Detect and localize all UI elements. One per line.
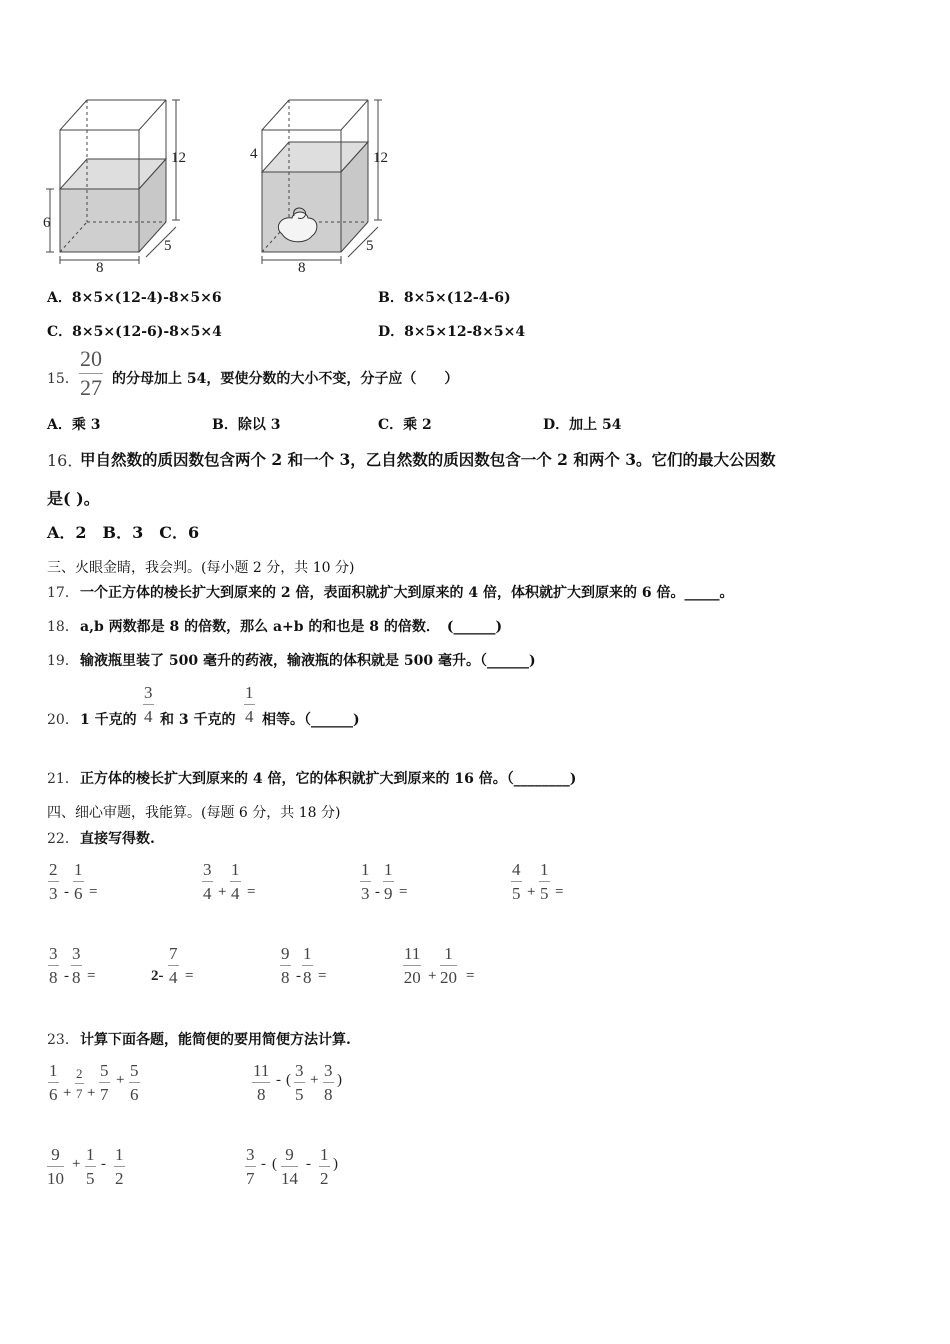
- q22-number: 22．: [47, 831, 79, 847]
- q20-number: 20．: [47, 712, 79, 728]
- right-depth-label: 5: [366, 238, 374, 254]
- q14-option-a[interactable]: A．8×5×(12-4)-8×5×6: [47, 290, 222, 306]
- left-depth-label: 5: [164, 238, 172, 254]
- left-water-label: 6: [43, 215, 51, 231]
- q14-option-d[interactable]: D．8×5×12-8×5×4: [378, 324, 526, 340]
- q16-number: 16．: [47, 451, 84, 470]
- q21-text: 正方体的棱长扩大到原来的 4 倍，它的体积就扩大到原来的 16 倍。（________): [80, 771, 577, 787]
- q20-fraction-2: 1 4: [245, 683, 254, 726]
- q19-text: 输液瓶里装了 500 毫升的药液，输液瓶的体积就是 500 毫升。（______): [80, 653, 536, 669]
- q23-text: 计算下面各题，能简便的要用简便方法计算.: [80, 1032, 351, 1048]
- q15-text: 的分母加上 54，要使分数的大小不变，分子应（ ）: [112, 371, 459, 387]
- section4-title: 四、细心审题，我能算。(每题 6 分，共 18 分): [47, 805, 341, 821]
- q15-option-b[interactable]: B．除以 3: [212, 417, 281, 433]
- section3-title: 三、火眼金睛，我会判。(每小题 2 分，共 10 分): [47, 560, 355, 576]
- q20-fraction-1: 3 4: [144, 683, 153, 726]
- left-width-label: 8: [96, 260, 104, 274]
- q14-option-b[interactable]: B．8×5×(12-4-6): [378, 290, 511, 306]
- q15-fraction: 20 27: [80, 346, 102, 400]
- q19-number: 19．: [47, 653, 79, 669]
- q20-part2: 和 3 千克的: [160, 712, 236, 728]
- q16-options[interactable]: A．2 B．3 C．6: [47, 523, 200, 542]
- q16-text-line1: 甲自然数的质因数包含两个 2 和一个 3，乙自然数的质因数包含一个 2 和两个 3。它们的最大公因数: [80, 450, 776, 469]
- q18-number: 18．: [47, 619, 79, 635]
- q22-text: 直接写得数.: [80, 831, 155, 847]
- q15-option-c[interactable]: C．乘 2: [378, 417, 432, 433]
- q23-number: 23．: [47, 1032, 79, 1048]
- q16-text-line2: 是( )。: [47, 489, 100, 508]
- right-tank: [262, 100, 382, 264]
- q17-text: 一个正方体的棱长扩大到原来的 2 倍，表面积就扩大到原来的 4 倍，体积就扩大到原来的 6 倍。_____。: [80, 585, 734, 601]
- q20-part3: 相等。（______): [262, 712, 360, 728]
- left-tank: [46, 100, 180, 264]
- left-height-label: 12: [171, 150, 186, 166]
- q15-option-a[interactable]: A．乘 3: [47, 417, 101, 433]
- right-height-label: 12: [373, 150, 388, 166]
- right-gap-label: 4: [250, 146, 258, 162]
- q14-option-c[interactable]: C．8×5×(12-6)-8×5×4: [47, 324, 222, 340]
- q15-number: 15．: [47, 371, 79, 387]
- q18-text: a,b 两数都是 8 的倍数，那么 a+b 的和也是 8 的倍数． (______): [80, 619, 503, 635]
- tank-figure: [38, 92, 408, 274]
- q17-number: 17．: [47, 585, 79, 601]
- right-width-label: 8: [298, 260, 306, 274]
- q15-option-d[interactable]: D．加上 54: [543, 417, 622, 433]
- q21-number: 21．: [47, 771, 79, 787]
- q20-part1: 1 千克的: [80, 712, 137, 728]
